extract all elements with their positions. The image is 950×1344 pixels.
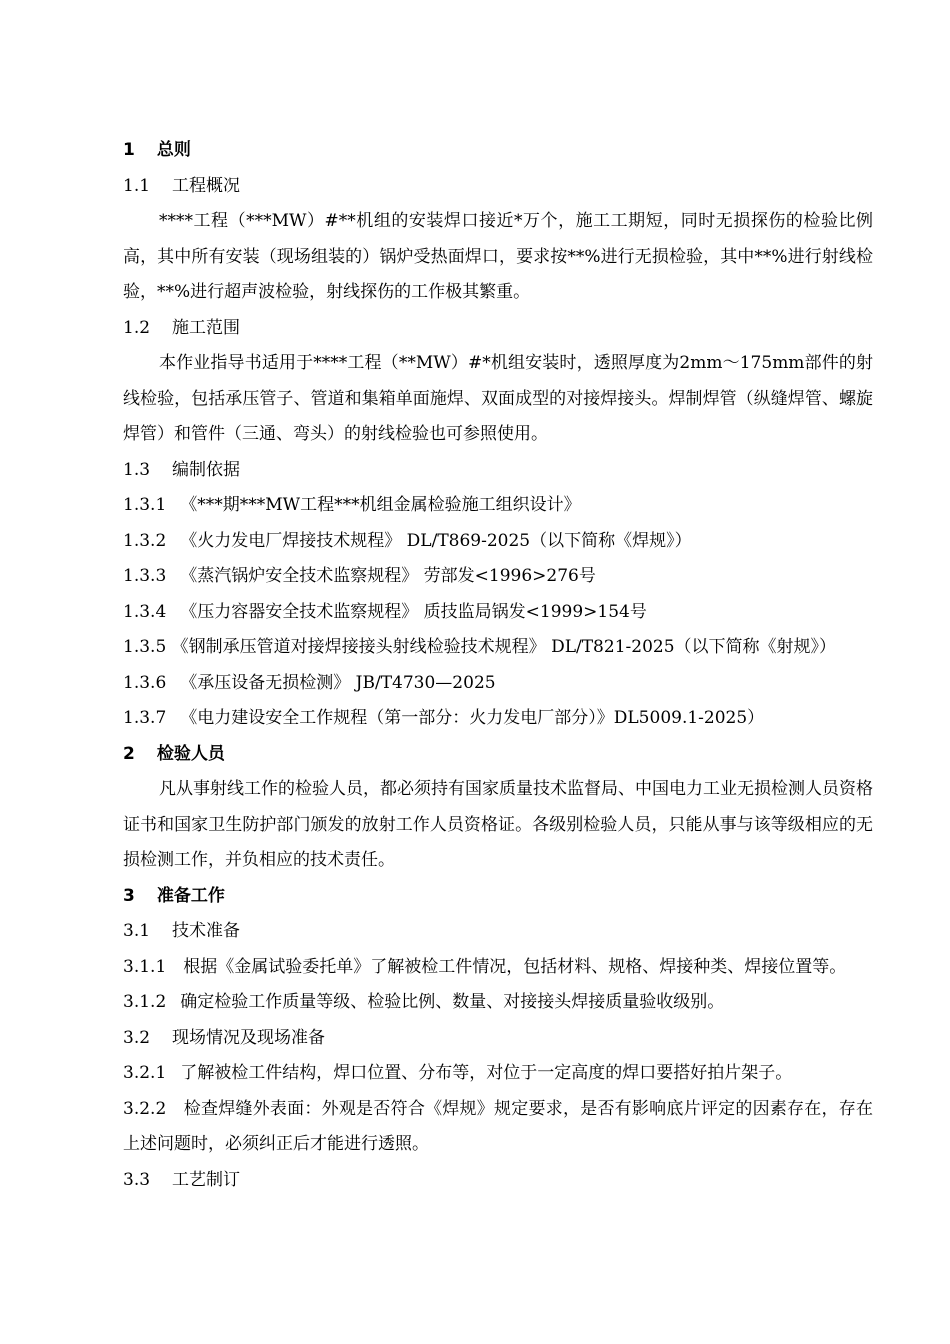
clause-number: 3.2.1 [123,1063,167,1083]
reference-item [123,595,873,631]
reference-text: 《火力发电厂焊接技术规程》 DL/T869-2025（以下简称《焊规》） [180,530,692,551]
reference-number: 1.3.5 [123,637,167,657]
section-title: 准备工作 [156,885,225,906]
reference-number: 1.3.4 [123,601,167,622]
reference-number: 1.3.2 [123,530,167,551]
section-heading-2 [123,737,873,773]
reference-item [123,701,873,737]
paragraph-project-overview: ****工程（***MW）#**机组的安装焊口接近*万个，施工工期短，同时无损探伤的检验比例高，其中所有安装（现场组装的）锅炉受热面焊口，要求按**%进行无损检验，其中**%进行射线检验，**%进行超声波检验，射线探伤的工作极其繁重。 [123,211,873,302]
clause-3-1-1 [123,950,873,986]
reference-item [123,666,873,702]
reference-number: 1.3.1 [123,495,167,515]
document-page [123,133,873,1198]
clause-3-2-1 [123,1056,873,1092]
section-number: 2 [123,743,135,764]
subsection-heading-3-1 [123,914,873,950]
section-number: 3.3 [123,1169,151,1190]
clause-text: 根据《金属试验委托单》了解被检工件情况，包括材料、规格、焊接种类、焊接位置等。 [183,956,847,977]
subsection-heading-3-3 [123,1163,873,1199]
reference-item [123,630,873,666]
clause-text: 了解被检工件结构，焊口位置、分布等，对位于一定高度的焊口要搭好拍片架子。 [180,1063,793,1083]
section-title: 检验人员 [156,743,225,764]
clause-number: 3.1.1 [123,956,167,977]
reference-text: 《***期***MW工程***机组金属检验施工组织设计》 [180,495,581,515]
section-number: 3 [123,885,135,906]
clause-3-1-2 [123,985,873,1021]
section-number: 3.1 [123,921,151,941]
reference-text: 《压力容器安全技术监察规程》 质技监局锅发<1999>154号 [180,601,647,622]
section-title: 工程概况 [172,175,241,196]
section-title: 总则 [156,140,191,160]
subsection-heading-1-1 [123,169,873,205]
paragraph-personnel: 凡从事射线工作的检验人员，都必须持有国家质量技术监督局、中国电力工业无损检测人员资格证书和国家卫生防护部门颁发的放射工作人员资格证。各级别检验人员，只能从事与该等级相应的无损检测工作，并负相应的技术责任。 [123,779,873,870]
subsection-heading-1-2 [123,311,873,347]
section-heading-1 [123,133,873,169]
reference-item [123,559,873,595]
subsection-heading-3-2 [123,1021,873,1057]
section-title: 编制依据 [172,459,241,480]
reference-text: 《电力建设安全工作规程（第一部分：火力发电厂部分）》DL5009.1-2025） [180,708,765,728]
clause-number: 3.2.2 [123,1098,167,1119]
subsection-heading-1-3 [123,453,873,489]
clause-3-2-2 [123,1092,873,1163]
section-number: 3.2 [123,1027,151,1048]
section-title: 工艺制订 [172,1169,241,1190]
clause-number: 3.1.2 [123,992,167,1012]
section-title: 技术准备 [172,921,241,941]
section-title: 现场情况及现场准备 [172,1027,326,1048]
section-number: 1.1 [123,175,151,196]
reference-text: 《蒸汽锅炉安全技术监察规程》 劳部发<1996>276号 [180,566,596,586]
section-heading-3 [123,879,873,915]
section-number: 1.2 [123,317,151,338]
clause-text: 确定检验工作质量等级、检验比例、数量、对接接头焊接质量验收级别。 [180,992,725,1012]
reference-text: 《承压设备无损检测》 JB/T4730—2025 [180,672,496,693]
reference-number: 1.3.6 [123,672,167,693]
paragraph-scope: 本作业指导书适用于****工程（**MW）#*机组安装时，透照厚度为2mm～175mm部件的射线检验，包括承压管子、管道和集箱单面施焊、双面成型的对接焊接头。焊制焊管（纵缝焊管、螺旋焊管）和管件（三通、弯头）的射线检验也可参照使用。 [123,353,873,444]
reference-number: 1.3.3 [123,566,167,586]
reference-item [123,488,873,524]
clause-text: 检查焊缝外表面：外观是否符合《焊规》规定要求，是否有影响底片评定的因素存在，存在上述问题时，必须纠正后才能进行透照。 [123,1098,874,1154]
reference-item [123,524,873,560]
reference-text: 《钢制承压管道对接焊接接头射线检验技术规程》 DL/T821-2025（以下简称《射规》） [171,637,837,657]
section-title: 施工范围 [172,317,241,338]
reference-number: 1.3.7 [123,708,167,728]
section-number: 1 [123,140,135,160]
section-number: 1.3 [123,459,151,480]
